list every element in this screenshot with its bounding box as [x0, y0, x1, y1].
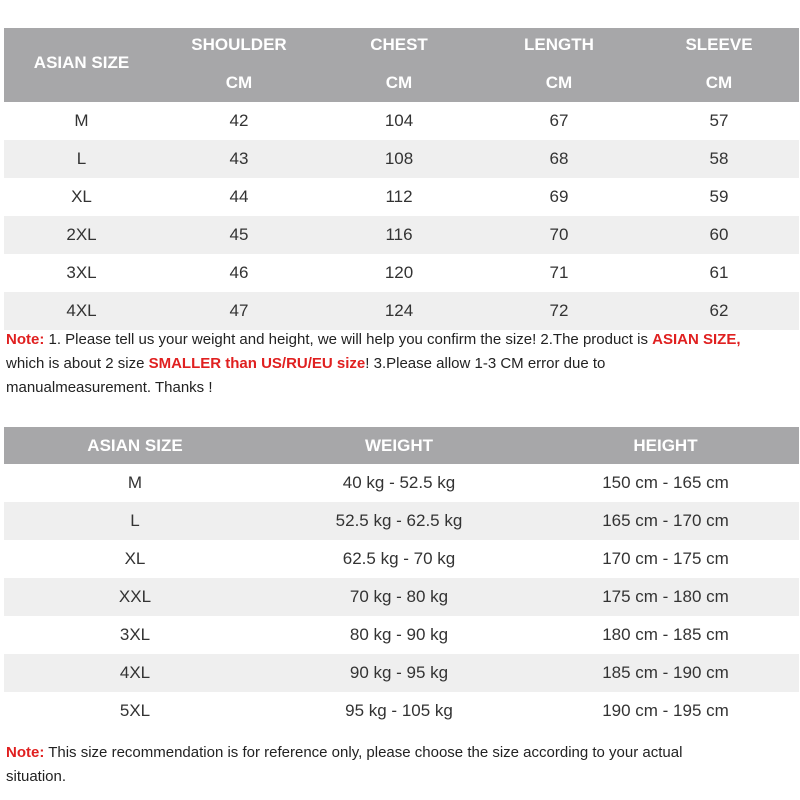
header-sleeve-unit: CM	[705, 73, 733, 92]
cell-length: 69	[549, 187, 569, 206]
cell-shoulder: 44	[229, 187, 249, 206]
cell-weight: 62.5 kg - 70 kg	[342, 549, 456, 568]
cell-weight: 52.5 kg - 62.5 kg	[335, 511, 463, 530]
cell-height: 175 cm - 180 cm	[602, 587, 729, 606]
cell-size: L	[130, 511, 140, 530]
cell-size: 3XL	[119, 625, 151, 644]
cell-weight: 80 kg - 90 kg	[349, 625, 449, 644]
cell-length: 71	[549, 263, 569, 282]
cell-sleeve: 60	[709, 225, 729, 244]
header-length-unit: CM	[545, 73, 573, 92]
cell-size: XXL	[118, 587, 152, 606]
cell-sleeve: 62	[709, 301, 729, 320]
size-recommendation-table	[4, 427, 799, 730]
size-measurement-table	[4, 28, 799, 330]
cell-sleeve: 61	[709, 263, 729, 282]
header-shoulder: SHOULDER	[191, 35, 287, 54]
header-height: HEIGHT	[633, 435, 698, 455]
table-row	[4, 578, 799, 616]
cell-chest: 112	[385, 187, 413, 206]
header-sleeve: SLEEVE	[685, 35, 753, 54]
cell-weight: 90 kg - 95 kg	[349, 663, 449, 682]
note-text-part2: which is about 2 size	[6, 355, 149, 372]
cell-length: 70	[549, 225, 569, 244]
cell-size: 3XL	[66, 263, 97, 282]
note-line-1	[6, 741, 796, 765]
table-row	[4, 464, 799, 502]
header-length: LENGTH	[524, 35, 594, 54]
cell-height: 190 cm - 195 cm	[602, 701, 729, 720]
note-line-2	[6, 765, 796, 789]
cell-size: M	[74, 111, 89, 130]
table-row	[4, 254, 799, 292]
cell-chest: 104	[384, 111, 414, 130]
cell-shoulder: 43	[229, 149, 249, 168]
note-text-part3: ! 3.Please allow 1-3 CM error due to	[365, 355, 606, 372]
cell-length: 68	[549, 149, 569, 168]
cell-length: 72	[549, 301, 569, 320]
cell-size: M	[127, 473, 143, 492]
table-row	[4, 178, 799, 216]
cell-sleeve: 57	[709, 111, 729, 130]
table-row	[4, 140, 799, 178]
table-row	[4, 216, 799, 254]
cell-chest: 124	[384, 301, 414, 320]
table-row	[4, 692, 799, 730]
header-shoulder-unit: CM	[225, 73, 253, 92]
cell-chest: 108	[384, 149, 414, 168]
cell-size: 5XL	[119, 701, 151, 720]
cell-size: 4XL	[119, 663, 151, 682]
cell-shoulder: 47	[229, 301, 249, 320]
note-label: Note:	[6, 744, 45, 761]
cell-size: 4XL	[66, 301, 97, 320]
cell-sleeve: 59	[709, 187, 729, 206]
header-asian-size: ASIAN SIZE	[33, 53, 130, 72]
cell-chest: 120	[384, 263, 414, 282]
table-row	[4, 540, 799, 578]
cell-height: 180 cm - 185 cm	[602, 625, 729, 644]
table-header	[4, 28, 799, 102]
note-text: This size recommendation is for reference only, please choose the size according to your actual	[44, 744, 683, 761]
note-line-3	[6, 376, 796, 400]
header-asian-size: ASIAN SIZE	[87, 435, 183, 455]
cell-weight: 70 kg - 80 kg	[349, 587, 449, 606]
table-row	[4, 292, 799, 330]
cell-size: L	[76, 149, 87, 168]
recommendation-note	[6, 741, 796, 789]
header-chest: CHEST	[370, 35, 428, 54]
cell-size: XL	[71, 187, 92, 206]
cell-shoulder: 42	[229, 111, 249, 130]
table-row	[4, 616, 799, 654]
note-label: Note:	[6, 331, 45, 348]
cell-size: XL	[124, 549, 146, 568]
cell-weight: 40 kg - 52.5 kg	[342, 473, 456, 492]
cell-height: 185 cm - 190 cm	[602, 663, 729, 682]
cell-weight: 95 kg - 105 kg	[345, 701, 453, 720]
cell-length: 67	[549, 111, 569, 130]
cell-size: 2XL	[66, 225, 97, 244]
table-row	[4, 502, 799, 540]
table-row	[4, 102, 799, 140]
note-asian-size: ASIAN SIZE,	[652, 331, 741, 348]
cell-shoulder: 46	[229, 263, 249, 282]
cell-height: 165 cm - 170 cm	[602, 511, 729, 530]
cell-height: 150 cm - 165 cm	[602, 473, 729, 492]
cell-height: 170 cm - 175 cm	[602, 549, 729, 568]
note-line-2	[6, 352, 796, 376]
cell-shoulder: 45	[229, 225, 249, 244]
note-text-2: situation.	[6, 768, 67, 785]
note-text-part4: manualmeasurement. Thanks !	[6, 379, 213, 396]
cell-chest: 116	[385, 225, 413, 244]
header-weight: WEIGHT	[365, 435, 433, 455]
table-header	[4, 427, 799, 464]
note-text-part1: 1. Please tell us your weight and height, we will help you confirm the size! 2.The product is	[44, 331, 653, 348]
size-note	[6, 328, 796, 400]
table-row	[4, 654, 799, 692]
note-line-1	[6, 328, 796, 352]
cell-sleeve: 58	[709, 149, 729, 168]
note-smaller: SMALLER than US/RU/EU size	[148, 355, 366, 372]
header-chest-unit: CM	[385, 73, 413, 92]
